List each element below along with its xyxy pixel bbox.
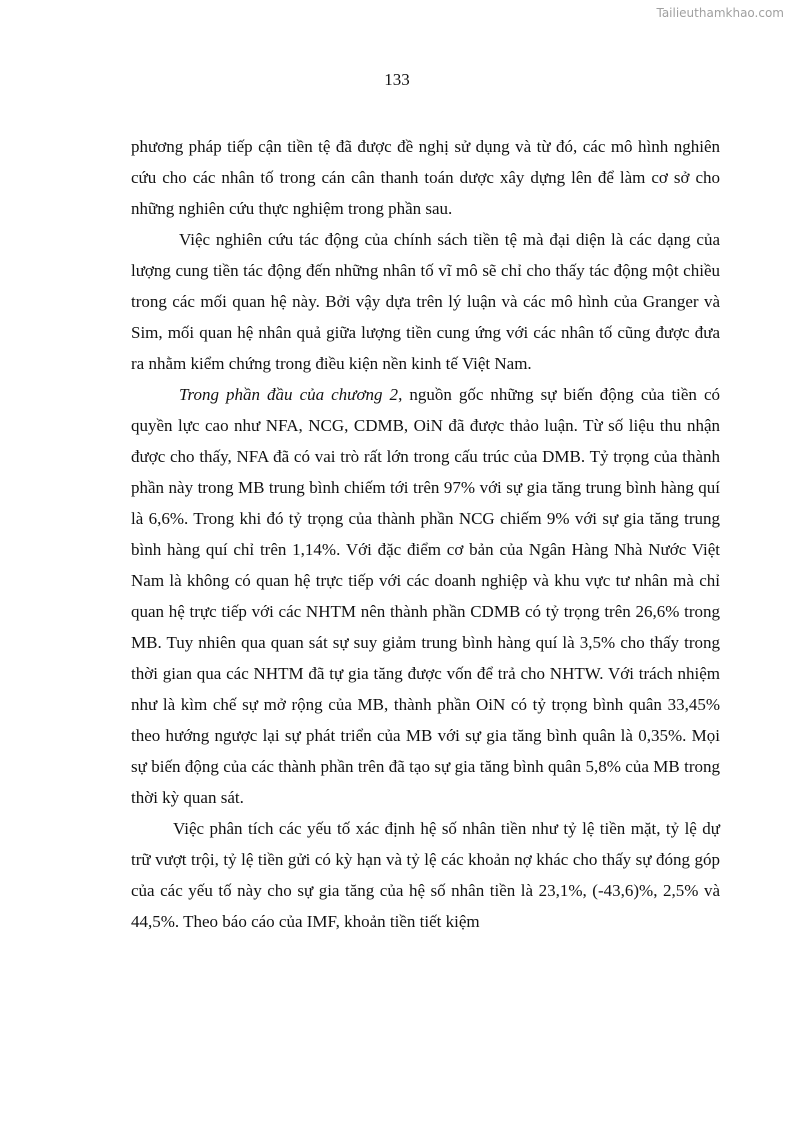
- paragraph-continuation: phương pháp tiếp cận tiền tệ đã được đề nghị sử dụng và từ đó, các mô hình nghiên cứu cho các nhân tố trong cán cân thanh toán dược xây dựng lên để làm cơ sở cho những nghiên cứu thực nghiệm trong phần sau.: [131, 137, 720, 218]
- italic-lead: Trong phần đầu của chương 2: [179, 385, 399, 404]
- watermark: Tailieuthamkhao.com: [656, 6, 784, 20]
- paragraph-text: , nguồn gốc những sự biến động của tiền có quyền lực cao như NFA, NCG, CDMB, OiN đã được thảo luận. Từ số liệu thu nhận được cho thấy, NFA đã có vai trò rất lớn trong cấu trúc của DMB. Tỷ trọng của thành phần này trong MB trung bình chiếm tới trên 97% với sự gia tăng trung bình hàng quí là 6,6%. Trong khi đó tỷ trọng của thành phần NCG chiếm 9% với sự gia tăng trung bình hàng quí chỉ trên 1,14%. Với đặc điểm cơ bản của Ngân Hàng Nhà Nước Việt Nam là không có quan hệ trực tiếp với các doanh nghiệp và khu vực tư nhân mà chỉ quan hệ trực tiếp với các NHTM nên thành phần CDMB có tỷ trọng trên 26,6% trong MB. Tuy nhiên qua quan sát sự suy giảm trung bình hàng quí là 3,5% cho thấy trong thời gian qua các NHTM đã tự gia tăng được vốn để trả cho NHTW. Với trách nhiệm như là kìm chế sự mở rộng của MB, thành phần OiN có tỷ trọng bình quân 33,45% theo hướng ngược lại sự phát triển của MB với sự gia tăng bình quân là 0,35%. Mọi sự biến động của các thành phần trên đã tạo sự gia tăng bình quân 5,8% của MB trong thời kỳ quan sát.: [131, 385, 720, 807]
- paragraph-chapter-2: [131, 379, 720, 813]
- page-number: 133: [384, 70, 410, 89]
- paragraph-monetary-policy: Việc nghiên cứu tác động của chính sách tiền tệ mà đại diện là các dạng của lượng cung tiền tác động đến những nhân tố vĩ mô sẽ chỉ cho thấy tác động một chiều trong các mối quan hệ này. Bởi vậy dựa trên lý luận và các mô hình của Granger và Sim, mối quan hệ nhân quả giữa lượng tiền cung ứng với các nhân tố cũng được đưa ra nhằm kiểm chứng trong điều kiện nền kinh tế Việt Nam.: [131, 230, 720, 373]
- paragraph-money-multiplier: Việc phân tích các yếu tố xác định hệ số nhân tiền như tỷ lệ tiền mặt, tỷ lệ dự trữ vượt trội, tỷ lệ tiền gửi có kỳ hạn và tỷ lệ các khoản nợ khác cho thấy sự đóng góp của các yếu tố này cho sự gia tăng của hệ số nhân tiền là 23,1%, (-43,6)%, 2,5% và 44,5%. Theo báo cáo của IMF, khoản tiền tiết kiệm: [131, 819, 720, 931]
- document-body: [131, 131, 720, 937]
